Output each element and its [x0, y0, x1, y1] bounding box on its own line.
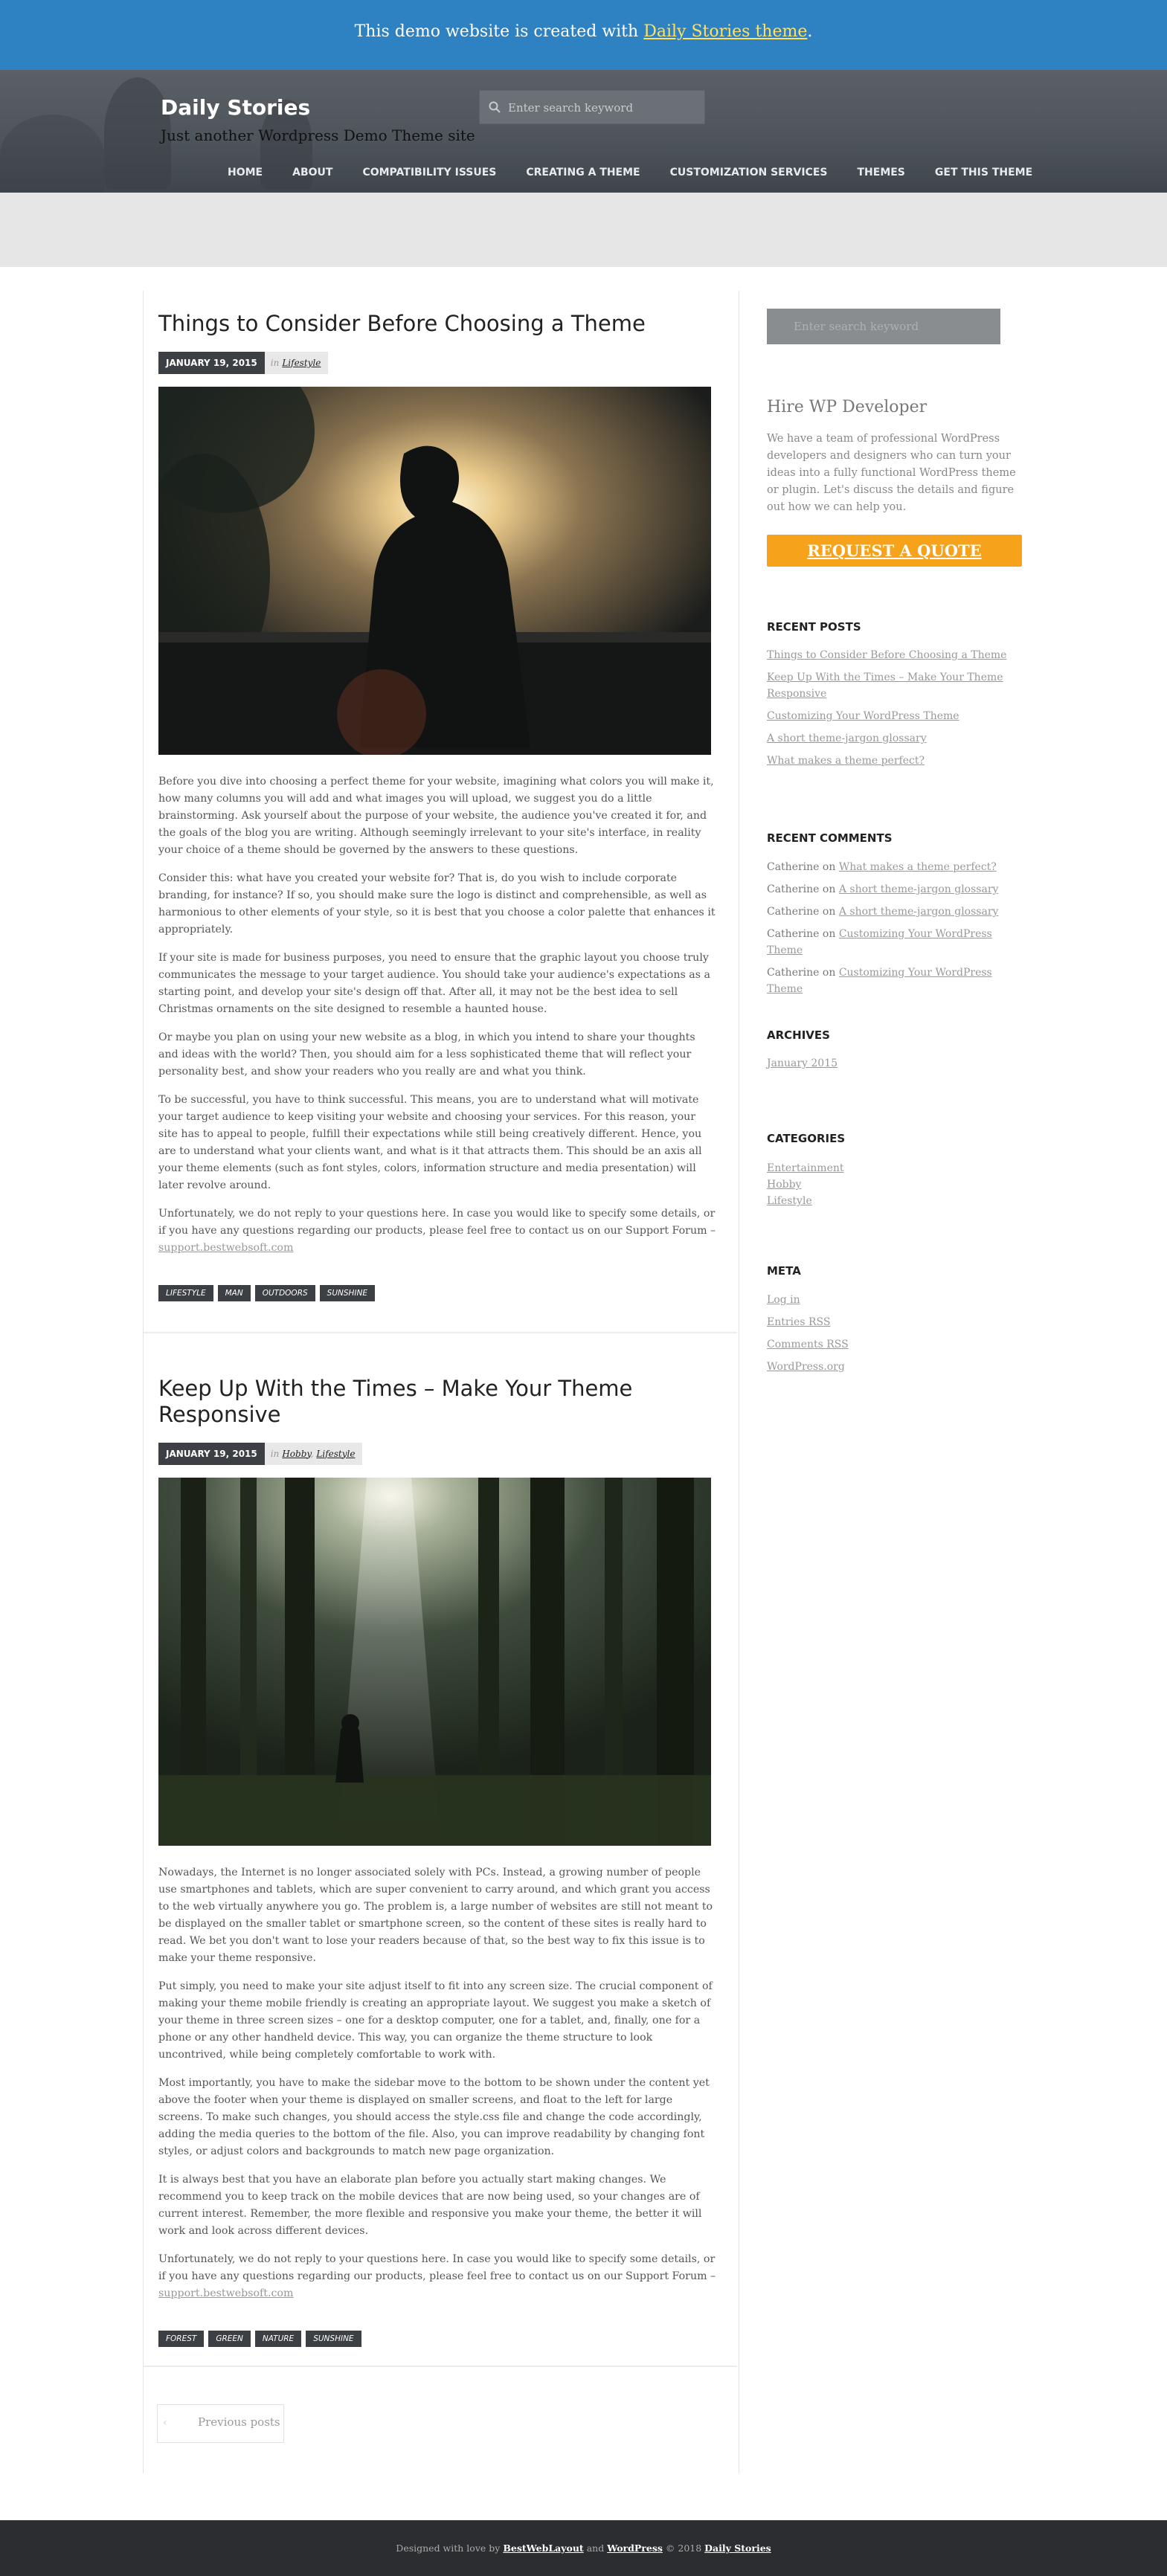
sidebar-search-box[interactable] [767, 309, 1000, 344]
comment-author: Catherine [767, 906, 820, 918]
hire-widget-title: Hire WP Developer [767, 398, 928, 416]
list-item [767, 1314, 1023, 1330]
post-paragraph: Nowadays, the Internet is no longer associated solely with PCs. Instead, a growing number of people use smartphones and tablets, which are super convenient to carry around, and which grant you access to the web virtually anywhere you go. The problem is, a large number of websites are still not meant to be displayed on the smaller tablet or smartphone screen, so the content of these sites is really hard to read. We bet you don't want to lose your readers because of that, so the best way to fix this issue is to make your theme responsive. [158, 1866, 713, 1964]
request-quote-button[interactable]: REQUEST A QUOTE [767, 535, 1022, 567]
demo-notice-suffix: . [807, 22, 813, 41]
list-item [767, 965, 1023, 997]
categories-title: CATEGORIES [767, 1132, 846, 1145]
footer-copyright: © 2018 [665, 2543, 702, 2554]
nav-creating-a-theme[interactable]: CREATING A THEME [526, 167, 640, 178]
list-item [767, 730, 1023, 747]
site-header [0, 70, 1167, 193]
comment-post-link[interactable]: A short theme-jargon glossary [838, 906, 999, 918]
list-item [767, 1359, 1023, 1375]
nav-customization-services[interactable]: CUSTOMIZATION SERVICES [669, 167, 828, 178]
post-tags [158, 1285, 718, 1301]
tag-link[interactable]: NATURE [255, 2331, 301, 2347]
silhouette-icon [158, 387, 711, 755]
tag-link[interactable]: SUNSHINE [306, 2331, 361, 2347]
comment-on-label: on [822, 861, 836, 873]
list-item [767, 647, 1023, 663]
post-divider [144, 2366, 737, 2367]
post-divider [144, 1332, 737, 1333]
archive-link[interactable]: January 2015 [767, 1057, 838, 1069]
footer-wordpress-link[interactable]: WordPress [607, 2543, 663, 2554]
post-article [158, 1376, 718, 2347]
meta-link[interactable]: Comments RSS [767, 1339, 849, 1350]
previous-posts-label: Previous posts [198, 2415, 280, 2429]
chevron-left-icon: ‹ [163, 2417, 167, 2429]
categories-list [767, 1160, 1023, 1209]
category-link[interactable]: Lifestyle [767, 1195, 812, 1207]
forest-icon [158, 1478, 711, 1846]
recent-posts-list [767, 647, 1023, 775]
recent-posts-title: RECENT POSTS [767, 620, 861, 634]
list-item [767, 926, 1023, 959]
recent-post-link[interactable]: Things to Consider Before Choosing a Theme [767, 649, 1007, 661]
hire-widget-text: We have a team of professional WordPress developers and designers who can turn your ideas into a fully functional WordPress theme or plugin. Let's discuss the details and figure out how we can help you. [767, 433, 1016, 513]
archives-list [767, 1055, 1023, 1078]
support-text: Unfortunately, we do not reply to your questions here. In case you would like to specify some details, or if you have any questions regarding our products, please feel free to contact us on our Support Forum – [158, 1207, 716, 1237]
list-item [767, 1193, 1023, 1209]
support-text: Unfortunately, we do not reply to your questions here. In case you would like to specify some details, or if you have any questions regarding our products, please feel free to contact us on our Support Forum – [158, 2253, 716, 2282]
sidebar-search-input[interactable] [767, 309, 1000, 344]
comment-on-label: on [822, 967, 836, 979]
meta-link[interactable]: WordPress.org [767, 1361, 845, 1373]
post-paragraph: If your site is made for business purposes, you need to ensure that the graphic layout you choose truly communicates the message to your target audience. You should take your audience's expectations as a starting point, and develop your site's design off that. After all, it may not be the best idea to sell Christmas ornaments on the site designed to resemble a haunted house. [158, 951, 710, 1015]
post-paragraph [158, 1205, 718, 1257]
nav-about[interactable]: ABOUT [292, 167, 333, 178]
footer-and-text: and [586, 2543, 605, 2554]
site-footer [0, 2520, 1167, 2576]
list-item [767, 1176, 1023, 1193]
list-item [767, 881, 1023, 898]
post-meta [158, 1443, 718, 1465]
post-in-label: in [270, 357, 280, 368]
recent-post-link[interactable]: What makes a theme perfect? [767, 755, 925, 767]
list-item [767, 708, 1023, 724]
post-featured-image[interactable] [158, 1478, 711, 1846]
previous-posts-button[interactable] [157, 2404, 284, 2443]
post-paragraph [158, 2251, 718, 2302]
footer-bestweblayout-link[interactable]: BestWebLayout [503, 2543, 584, 2554]
category-link[interactable]: Hobby [282, 1448, 311, 1459]
tag-link[interactable]: FOREST [158, 2331, 204, 2347]
demo-notice-text: This demo website is created with [354, 22, 639, 41]
post-featured-image[interactable] [158, 387, 711, 755]
recent-post-link[interactable]: A short theme-jargon glossary [767, 732, 927, 744]
tag-link[interactable]: SUNSHINE [320, 1285, 375, 1301]
support-forum-link[interactable]: support.bestwebsoft.com [158, 2287, 294, 2299]
site-tagline: Just another Wordpress Demo Theme site [161, 126, 475, 144]
comment-author: Catherine [767, 861, 820, 873]
nav-home[interactable]: HOME [228, 167, 263, 178]
archives-title: ARCHIVES [767, 1028, 830, 1042]
search-icon [489, 101, 501, 116]
category-link[interactable]: Lifestyle [316, 1448, 356, 1459]
comment-author: Catherine [767, 967, 820, 979]
support-forum-link[interactable]: support.bestwebsoft.com [158, 1241, 294, 1254]
demo-theme-link[interactable]: Daily Stories theme [643, 22, 808, 41]
main-navigation [228, 167, 1062, 178]
header-background-building [0, 115, 104, 193]
list-item [767, 669, 1023, 702]
header-search-input[interactable] [507, 91, 703, 125]
meta-link[interactable]: Entries RSS [767, 1316, 831, 1328]
nav-compatibility-issues[interactable]: COMPATIBILITY ISSUES [362, 167, 497, 178]
comment-author: Catherine [767, 928, 820, 940]
post-paragraph: Before you dive into choosing a perfect theme for your website, imagining what colors you will make it, how many columns you will add and what images you will upload, we suggest you do a little brainstorming. Ask yourself about the purpose of your website, the audience you've created it for, and the goals of the blog you are writing. Although seemingly irrelevant to your site's interface, in reality your choice of a theme should be governed by the answers to these questions. [158, 775, 714, 856]
post-paragraph: Most importantly, you have to make the sidebar move to the bottom to be shown under the content yet above the footer when your theme is displayed on smaller screens, and float to the left for large screens. To make such changes, you should access the style.css file and change the code accordingly, adding the media queries to the bottom of the file. Also, you can improve readability by changing font styles, or adjust colors and backgrounds to match new page organization. [158, 2076, 710, 2157]
post-date: JANUARY 19, 2015 [158, 352, 265, 374]
list-item [767, 753, 1023, 769]
footer-site-link[interactable]: Daily Stories [704, 2543, 771, 2554]
post-in-label: in [270, 1448, 280, 1459]
list-item [767, 1160, 1023, 1176]
meta-title: META [767, 1264, 801, 1278]
comment-author: Catherine [767, 883, 820, 895]
list-item [767, 859, 1023, 875]
category-link[interactable]: Lifestyle [282, 357, 321, 368]
post-tags [158, 2331, 718, 2347]
post-categories: in Hobby, Lifestyle [265, 1443, 363, 1465]
post-paragraph: Consider this: what have you created your website for? That is, do you wish to include corporate branding, for instance? If so, you should make sure the logo is distinct and comprehensible, as well as harmonious to other elements of your style, so it is best that you choose a color palette that enhances it appropriately. [158, 872, 716, 936]
meta-list [767, 1292, 1023, 1381]
header-search-box[interactable] [479, 90, 705, 124]
category-link[interactable]: Hobby [767, 1179, 802, 1191]
tag-link[interactable]: OUTDOORS [255, 1285, 315, 1301]
post-title[interactable]: Keep Up With the Times – Make Your Theme Responsive [158, 1376, 633, 1427]
comment-post-link[interactable]: What makes a theme perfect? [838, 861, 997, 873]
category-link[interactable]: Entertainment [767, 1162, 844, 1174]
recent-post-link[interactable]: Keep Up With the Times – Make Your Theme Responsive [767, 672, 1003, 700]
comment-post-link[interactable]: A short theme-jargon glossary [838, 883, 999, 895]
post-paragraph: Or maybe you plan on using your new website as a blog, in which you intend to share your thoughts and ideas with the world? Then, you should aim for a less sophisticated theme that will reflect your personality best, and show your readers who you really are and what you think. [158, 1031, 695, 1078]
post-title[interactable]: Things to Consider Before Choosing a Theme [158, 311, 646, 336]
post-date: JANUARY 19, 2015 [158, 1443, 265, 1465]
post-article [158, 311, 718, 1301]
list-item [767, 1055, 1023, 1072]
footer-designed-text: Designed with love by [396, 2543, 501, 2554]
post-meta [158, 352, 718, 374]
header-spacer-band [0, 193, 1167, 267]
site-title[interactable]: Daily Stories [161, 95, 311, 120]
recent-post-link[interactable]: Customizing Your WordPress Theme [767, 710, 959, 722]
post-paragraph: Put simply, you need to make your site adjust itself to fit into any screen size. The crucial component of making your theme mobile friendly is creating an appropriate layout. We suggest you make a sketch of your theme in three screen sizes – one for a desktop computer, one for a tablet, and, finally, one for a phone or any other handheld device. This way, you can organize the theme structure to look uncontrived, while being completely comfortable to work with. [158, 1980, 713, 2061]
comment-on-label: on [822, 906, 836, 918]
post-paragraph: To be successful, you have to think successful. This means, you are to understand what will motivate your target audience to keep visiting your website and choosing your services. For this reason, your site has to appeal to people, fulfill their expectations while still being creatively different. Hence, you are to understand what your clients want, and what is it that attracts them. This should be an axis all your theme elements (such as font styles, colors, information structure and media presentation) will later revolve around. [158, 1093, 702, 1191]
comment-post-link[interactable]: Customizing Your WordPress Theme [767, 928, 992, 956]
nav-themes[interactable]: THEMES [857, 167, 905, 178]
nav-get-this-theme[interactable]: GET THIS THEME [934, 167, 1033, 178]
recent-comments-list [767, 859, 1023, 1003]
list-item [767, 1292, 1023, 1308]
comment-on-label: on [822, 928, 836, 940]
comment-on-label: on [822, 883, 836, 895]
tag-link[interactable]: GREEN [208, 2331, 251, 2347]
tag-link[interactable]: LIFESTYLE [158, 1285, 213, 1301]
list-item [767, 904, 1023, 920]
list-item [767, 1336, 1023, 1353]
post-categories [265, 352, 329, 374]
recent-comments-title: RECENT COMMENTS [767, 831, 893, 845]
post-paragraph: It is always best that you have an elaborate plan before you actually start making changes. We recommend you to keep track on the mobile devices that are now being used, so your changes are of current interest. Remember, the more flexible and responsive you make your theme, the better it will work and look across different devices. [158, 2173, 702, 2237]
tag-link[interactable]: MAN [218, 1285, 251, 1301]
comment-post-link[interactable]: Customizing Your WordPress Theme [767, 967, 992, 995]
demo-notice-bar [0, 0, 1167, 70]
meta-link[interactable]: Log in [767, 1294, 800, 1306]
